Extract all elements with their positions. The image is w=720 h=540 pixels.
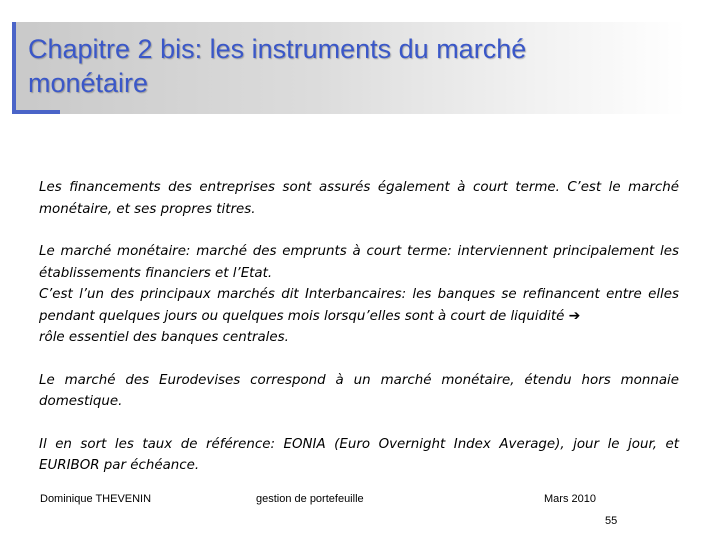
footer-subject: gestion de portefeuille bbox=[256, 493, 364, 505]
right-arrow-icon: ➔ bbox=[568, 307, 581, 324]
paragraph-financements: Les financements des entreprises sont assurés également à court terme. C’est le marché monétaire, et ses propres titres. bbox=[39, 180, 679, 217]
page-number: 55 bbox=[605, 515, 618, 527]
title-accent-bar bbox=[12, 22, 16, 114]
paragraph-taux-reference: Il en sort les taux de référence: EONIA (Euro Overnight Index Average), jour le jour, et EURIBOR par échéance. bbox=[39, 436, 679, 473]
paragraph-marche-monetaire: Le marché monétaire: marché des emprunts à court terme: interviennent principalement les établissements financiers et l’Etat. bbox=[39, 244, 679, 281]
footer-date: Mars 2010 bbox=[544, 493, 596, 505]
slide-body bbox=[39, 177, 679, 477]
footer-author: Dominique THEVENIN bbox=[40, 493, 152, 505]
slide-title: Chapitre 2 bis: les instruments du marché monétaire bbox=[28, 34, 527, 98]
paragraph-eurodevises: Le marché des Eurodevises correspond à un marché monétaire, étendu hors monnaie domestique. bbox=[39, 372, 679, 409]
title-accent-underline bbox=[12, 110, 60, 114]
banques-centrales-text: rôle essentiel des banques centrales. bbox=[39, 330, 289, 345]
interbancaires-text: C’est l’un des principaux marchés dit Interbancaires: les banques se refinancent entre elles pendant quelques jours ou quelques mois lorsqu’elles sont à court de liquidité bbox=[39, 287, 679, 324]
paragraph-interbancaires bbox=[39, 284, 679, 349]
